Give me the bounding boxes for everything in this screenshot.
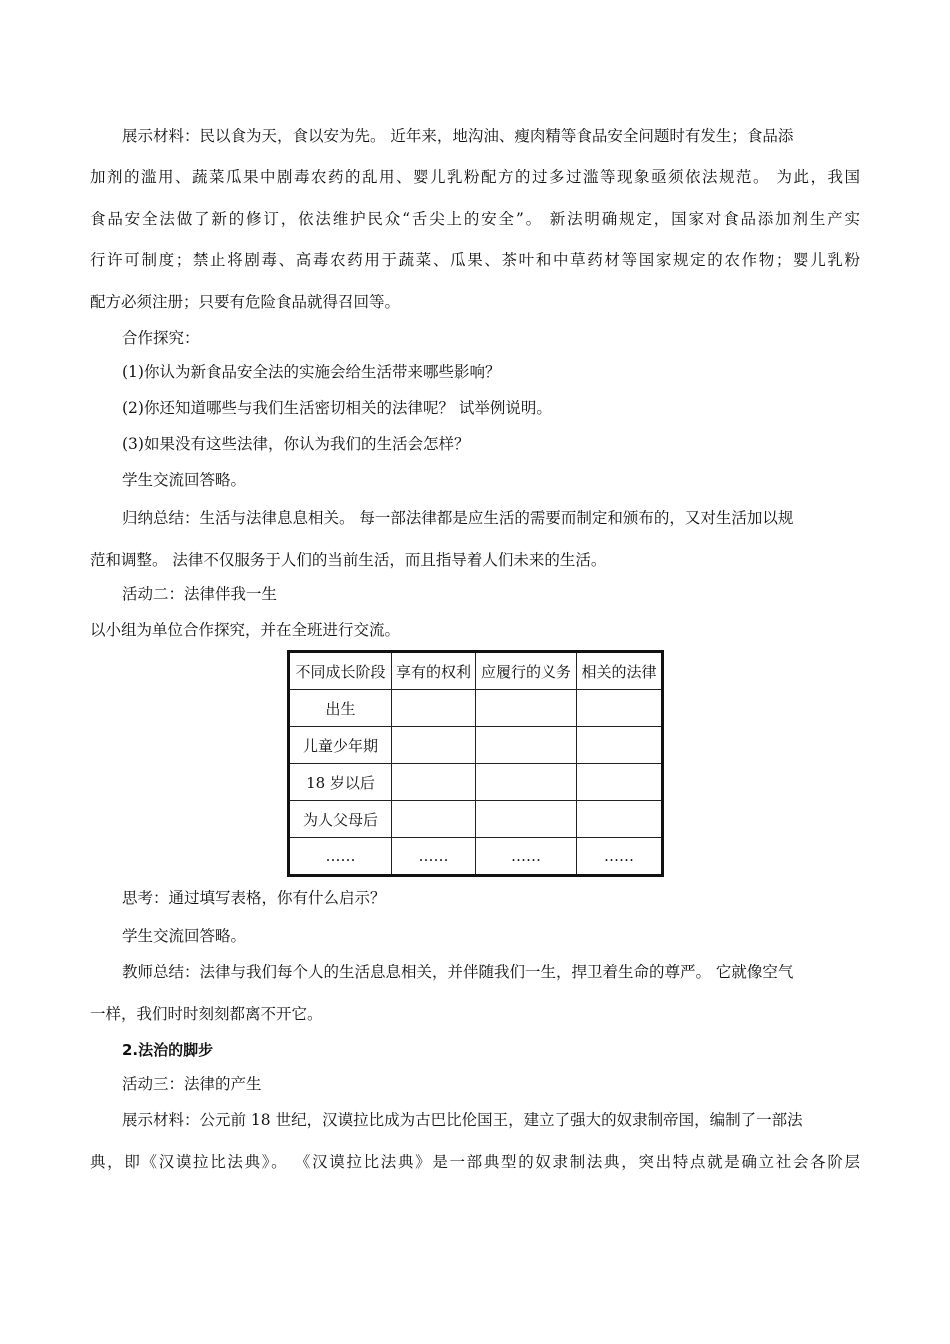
section-heading: 2.法治的脚步 — [122, 1041, 214, 1059]
activity-3-heading: 活动三：法律的产生 — [122, 1075, 262, 1093]
teacher-summary-line-2: 一样，我们时时刻刻都离不开它。 — [90, 1005, 323, 1023]
table-cell — [577, 764, 663, 801]
table-cell — [577, 727, 663, 764]
coop-heading: 合作探究： — [122, 329, 200, 347]
table-cell — [392, 727, 476, 764]
table-cell — [476, 801, 577, 838]
table-cell: 儿童少年期 — [289, 727, 392, 764]
material2-line-2: 典，即《汉谟拉比法典》。 《汉谟拉比法典》是一部典型的奴隶制法典，突出特点就是确立社会各阶层 — [90, 1153, 860, 1171]
table-row — [289, 838, 663, 876]
teacher-summary-line-1: 教师总结：法律与我们每个人的生活息息相关，并伴随我们一生，捍卫着生命的尊严。 它就像空气 — [122, 963, 794, 981]
table-cell — [392, 690, 476, 727]
material2-line-1: 展示材料：公元前 18 世纪，汉谟拉比成为古巴比伦国王，建立了强大的奴隶制帝国，编制了一部法 — [122, 1111, 803, 1129]
table-cell — [476, 690, 577, 727]
summary-line-1: 归纳总结：生活与法律息息相关。 每一部法律都是应生活的需要而制定和颁布的，又对生活加以规 — [122, 509, 794, 527]
table-cell: …… — [476, 838, 577, 876]
table-header-cell: 相关的法律 — [577, 652, 663, 690]
table-cell — [392, 801, 476, 838]
material1-line-4: 行许可制度；禁止将剧毒、高毒农药用于蔬菜、瓜果、茶叶和中草药材等国家规定的农作物；婴儿乳粉 — [90, 251, 860, 269]
table-cell: …… — [577, 838, 663, 876]
table-cell: 出生 — [289, 690, 392, 727]
table-row — [289, 727, 663, 764]
student-answer-1: 学生交流回答略。 — [122, 471, 247, 489]
table-row — [289, 764, 663, 801]
table-cell — [392, 764, 476, 801]
table-header-cell: 不同成长阶段 — [289, 652, 392, 690]
table-cell: …… — [289, 838, 392, 876]
summary-line-2: 范和调整。 法律不仅服务于人们的当前生活，而且指导着人们未来的生活。 — [90, 551, 607, 569]
material1-line-3: 食品安全法做了新的修订，依法维护民众“舌尖上的安全”。 新法明确规定，国家对食品添加剂生产实 — [90, 210, 860, 228]
table-cell — [577, 690, 663, 727]
material1-line-2: 加剂的滥用、蔬菜瓜果中剧毒农药的乱用、婴儿乳粉配方的过多过滥等现象亟须依法规范。 为此，我国 — [90, 168, 860, 186]
question-1: (1)你认为新食品安全法的实施会给生活带来哪些影响？ — [122, 363, 501, 381]
student-answer-2: 学生交流回答略。 — [122, 927, 247, 945]
table-cell — [577, 801, 663, 838]
material1-line-5: 配方必须注册；只要有危险食品就得召回等。 — [90, 293, 401, 311]
table-header-cell: 享有的权利 — [392, 652, 476, 690]
table-row — [289, 801, 663, 838]
table-header-row — [289, 652, 663, 690]
table-cell: 为人父母后 — [289, 801, 392, 838]
table-header-cell: 应履行的义务 — [476, 652, 577, 690]
table-cell — [476, 764, 577, 801]
activity-2-heading: 活动二：法律伴我一生 — [122, 585, 278, 603]
group-instruction: 以小组为单位合作探究，并在全班进行交流。 — [90, 621, 401, 639]
growth-stage-table — [287, 650, 664, 877]
table-cell — [476, 727, 577, 764]
material1-line-1: 展示材料：民以食为天，食以安为先。 近年来，地沟油、瘦肉精等食品安全问题时有发生；食品添 — [122, 127, 794, 145]
table-row — [289, 690, 663, 727]
think-question: 思考：通过填写表格，你有什么启示？ — [122, 889, 386, 907]
table-cell: 18 岁以后 — [289, 764, 392, 801]
question-3: (3)如果没有这些法律，你认为我们的生活会怎样？ — [122, 435, 470, 453]
table-cell: …… — [392, 838, 476, 876]
question-2: (2)你还知道哪些与我们生活密切相关的法律呢？ 试举例说明。 — [122, 399, 552, 417]
